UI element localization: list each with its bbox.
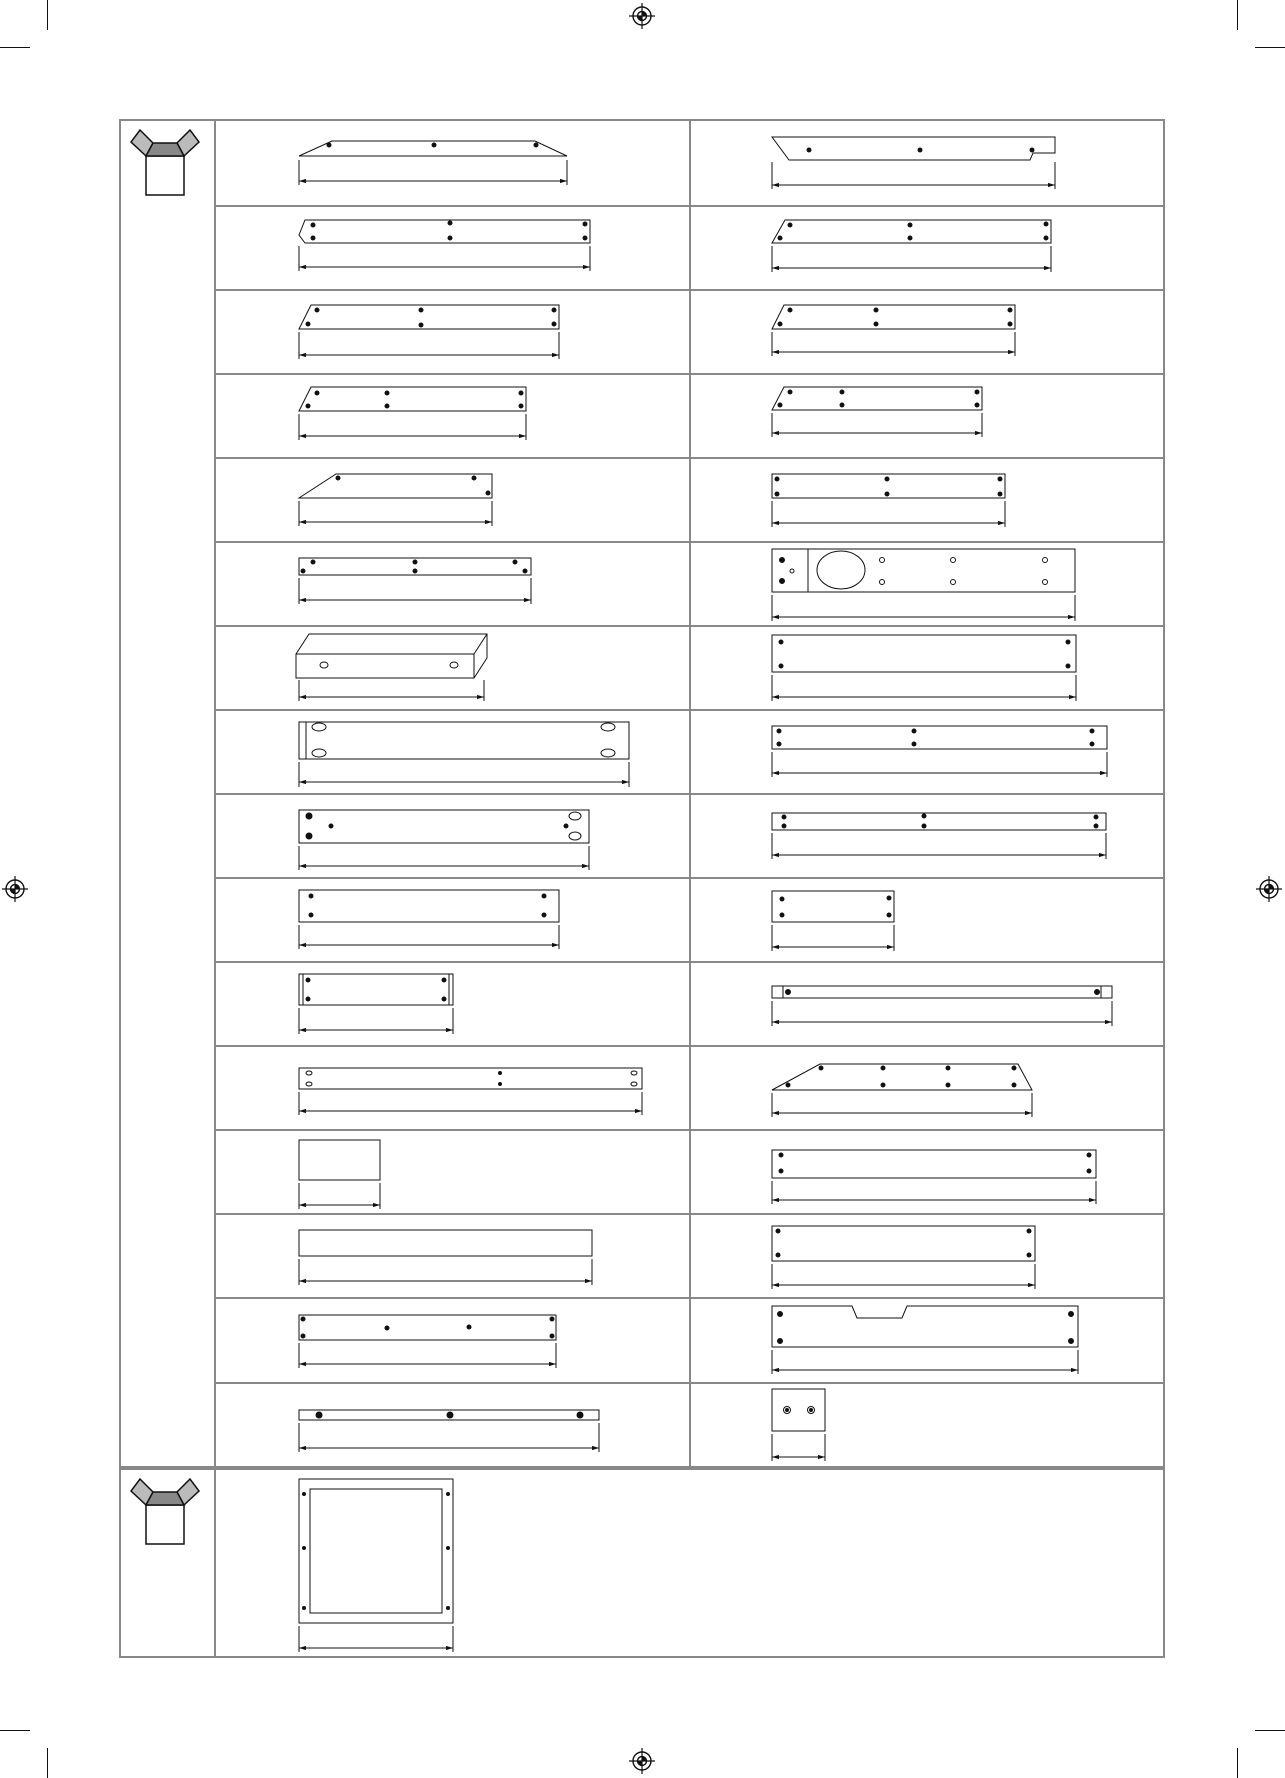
hole bbox=[922, 824, 926, 828]
board-outline bbox=[772, 137, 1055, 160]
hole bbox=[780, 579, 785, 584]
hole bbox=[1087, 1153, 1091, 1157]
hole bbox=[315, 391, 319, 395]
hole bbox=[1069, 1312, 1074, 1317]
hole bbox=[946, 1083, 950, 1087]
hole bbox=[782, 824, 786, 828]
block-outline bbox=[296, 634, 487, 678]
board-outline bbox=[299, 1315, 556, 1340]
hole bbox=[776, 1253, 780, 1257]
hole bbox=[306, 997, 310, 1001]
hole bbox=[311, 560, 315, 564]
board-outline bbox=[772, 813, 1106, 830]
hole bbox=[311, 223, 315, 227]
hole bbox=[786, 990, 791, 995]
board-outline bbox=[299, 474, 492, 498]
board-outline bbox=[772, 635, 1076, 672]
open-box-icon bbox=[131, 1479, 199, 1544]
hole bbox=[306, 978, 310, 982]
hole bbox=[1012, 1083, 1016, 1087]
hole bbox=[542, 894, 546, 898]
hole bbox=[552, 322, 556, 326]
board-outline bbox=[299, 974, 453, 1005]
hole bbox=[912, 742, 916, 746]
hole bbox=[776, 1229, 780, 1233]
hole bbox=[419, 308, 423, 312]
hole bbox=[780, 913, 784, 917]
hole bbox=[303, 1493, 306, 1496]
hole bbox=[303, 1547, 306, 1550]
hole bbox=[447, 1607, 450, 1610]
hole bbox=[306, 322, 310, 326]
hole bbox=[519, 391, 523, 395]
hole bbox=[1012, 1066, 1016, 1070]
hole bbox=[778, 403, 782, 407]
hole bbox=[306, 813, 312, 819]
board-outline bbox=[299, 810, 589, 843]
hole bbox=[975, 403, 979, 407]
hole bbox=[782, 815, 786, 819]
hole bbox=[786, 1409, 789, 1412]
hole bbox=[327, 143, 331, 147]
hole bbox=[998, 492, 1002, 496]
hole bbox=[1027, 1229, 1031, 1233]
hole bbox=[946, 1066, 950, 1070]
hole bbox=[316, 1412, 322, 1418]
hole bbox=[413, 569, 417, 573]
hole bbox=[922, 814, 926, 818]
board-outline bbox=[299, 890, 559, 922]
hole bbox=[552, 308, 556, 312]
hole bbox=[885, 492, 889, 496]
hole bbox=[301, 1317, 305, 1321]
hole bbox=[1044, 236, 1048, 240]
hole bbox=[303, 1607, 306, 1610]
board-outline bbox=[772, 305, 1015, 329]
board-outline bbox=[299, 1068, 642, 1089]
hole bbox=[329, 824, 333, 828]
hole bbox=[447, 1493, 450, 1496]
hole bbox=[306, 833, 312, 839]
board-outline bbox=[772, 1226, 1035, 1261]
hole bbox=[499, 1083, 502, 1086]
hole bbox=[778, 236, 782, 240]
board-outline bbox=[299, 722, 629, 759]
hole bbox=[467, 1325, 471, 1329]
board-outline bbox=[299, 1479, 453, 1623]
hole bbox=[778, 1339, 783, 1344]
hole bbox=[1095, 990, 1100, 995]
hole bbox=[583, 236, 587, 240]
hole bbox=[1066, 664, 1070, 668]
hole bbox=[1087, 1169, 1091, 1173]
table-grid bbox=[120, 120, 1164, 1657]
hole bbox=[887, 913, 891, 917]
hole bbox=[788, 223, 792, 227]
hole bbox=[779, 1153, 783, 1157]
hole bbox=[1090, 742, 1094, 746]
hole bbox=[519, 404, 523, 408]
hole bbox=[448, 221, 452, 225]
hole bbox=[887, 896, 891, 900]
hole bbox=[779, 1169, 783, 1173]
hole bbox=[523, 569, 527, 573]
hole bbox=[486, 491, 490, 495]
hole bbox=[807, 148, 811, 152]
hole bbox=[315, 308, 319, 312]
hole bbox=[998, 477, 1002, 481]
board-outline bbox=[772, 891, 894, 922]
hole bbox=[472, 476, 476, 480]
hole bbox=[385, 1326, 389, 1330]
hole bbox=[975, 390, 979, 394]
hole bbox=[385, 404, 389, 408]
hole bbox=[309, 913, 313, 917]
hole bbox=[810, 1409, 813, 1412]
hole bbox=[840, 403, 844, 407]
hole bbox=[419, 323, 423, 327]
board-outline bbox=[772, 1064, 1032, 1090]
hole bbox=[534, 143, 538, 147]
hole bbox=[583, 222, 587, 226]
hole bbox=[881, 1066, 885, 1070]
hole bbox=[779, 664, 783, 668]
hole bbox=[788, 308, 792, 312]
board-outline bbox=[772, 726, 1107, 749]
hole bbox=[311, 236, 315, 240]
board-outline bbox=[299, 387, 526, 411]
hole bbox=[881, 1083, 885, 1087]
hole bbox=[777, 729, 781, 733]
hole bbox=[788, 390, 792, 394]
hole bbox=[447, 1412, 453, 1418]
hole bbox=[306, 404, 310, 408]
hole bbox=[777, 742, 781, 746]
board-outline bbox=[772, 1389, 825, 1431]
hole bbox=[309, 894, 313, 898]
hole bbox=[840, 390, 844, 394]
hole bbox=[301, 1334, 305, 1338]
hole bbox=[1008, 322, 1012, 326]
hole bbox=[542, 913, 546, 917]
hole bbox=[885, 477, 889, 481]
hole bbox=[550, 1334, 554, 1338]
hole bbox=[908, 223, 912, 227]
board-outline bbox=[772, 986, 1112, 998]
open-box-icon bbox=[131, 130, 199, 195]
board-outline bbox=[772, 1150, 1096, 1178]
hole bbox=[918, 148, 922, 152]
hole bbox=[442, 978, 446, 982]
hole bbox=[413, 560, 417, 564]
hole bbox=[1030, 148, 1034, 152]
hole bbox=[819, 1066, 823, 1070]
hole bbox=[775, 477, 779, 481]
board-outline bbox=[772, 1306, 1078, 1347]
hole bbox=[448, 236, 452, 240]
hole bbox=[1094, 815, 1098, 819]
hole bbox=[874, 308, 878, 312]
hole bbox=[499, 1072, 502, 1075]
hole bbox=[577, 1412, 583, 1418]
hole bbox=[513, 560, 517, 564]
hole bbox=[779, 640, 783, 644]
hole bbox=[775, 492, 779, 496]
hole bbox=[385, 391, 389, 395]
hole bbox=[912, 729, 916, 733]
board-outline bbox=[299, 305, 559, 329]
hole bbox=[564, 824, 568, 828]
board-outline bbox=[299, 1230, 592, 1256]
hole bbox=[301, 569, 305, 573]
hole bbox=[442, 997, 446, 1001]
hole bbox=[780, 558, 785, 563]
board-outline bbox=[772, 387, 982, 410]
hole bbox=[550, 1317, 554, 1321]
hole bbox=[1044, 222, 1048, 226]
hole bbox=[780, 897, 784, 901]
hole bbox=[1027, 1253, 1031, 1257]
hole bbox=[1069, 1339, 1074, 1344]
hole bbox=[908, 236, 912, 240]
hole bbox=[874, 322, 878, 326]
hole bbox=[1066, 640, 1070, 644]
hole bbox=[1090, 729, 1094, 733]
board-outline bbox=[299, 1140, 380, 1180]
hole bbox=[778, 322, 782, 326]
board-outline bbox=[299, 220, 590, 243]
hole bbox=[336, 476, 340, 480]
hole bbox=[786, 1083, 790, 1087]
hole bbox=[778, 1312, 783, 1317]
hole bbox=[1008, 308, 1012, 312]
hole bbox=[447, 1547, 450, 1550]
hole bbox=[432, 143, 436, 147]
hole bbox=[1094, 824, 1098, 828]
